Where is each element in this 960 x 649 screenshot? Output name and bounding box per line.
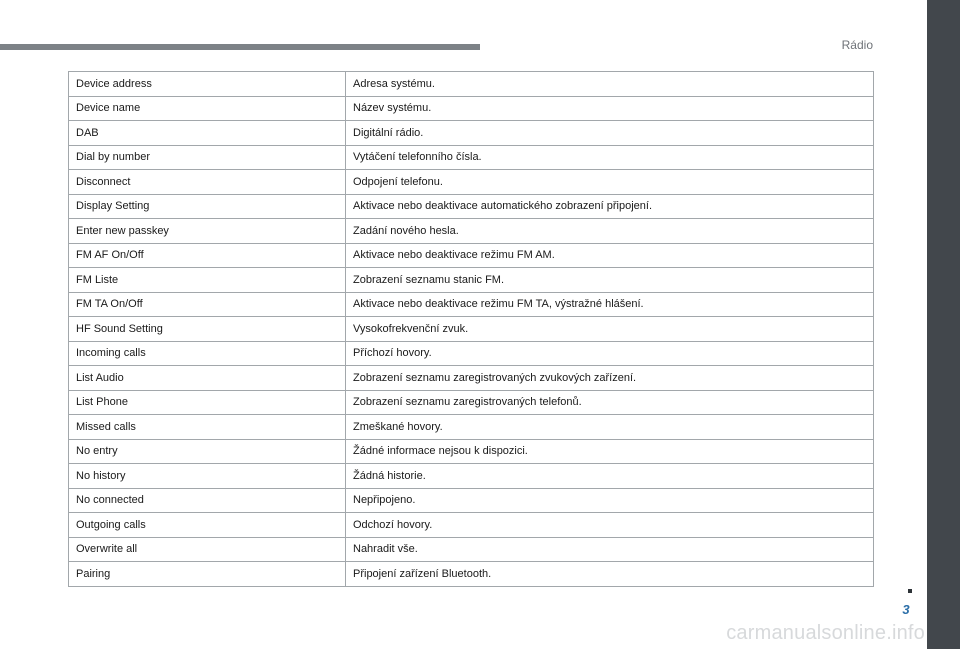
translation-cell: Žádná historie. bbox=[346, 464, 874, 489]
table-row bbox=[69, 366, 874, 391]
term-cell: Device address bbox=[69, 72, 346, 97]
term-cell: Disconnect bbox=[69, 170, 346, 195]
table-row bbox=[69, 96, 874, 121]
table-row bbox=[69, 243, 874, 268]
table-row bbox=[69, 415, 874, 440]
term-cell: Device name bbox=[69, 96, 346, 121]
table-row bbox=[69, 219, 874, 244]
table-row bbox=[69, 341, 874, 366]
table-row bbox=[69, 562, 874, 587]
term-cell: HF Sound Setting bbox=[69, 317, 346, 342]
table-row bbox=[69, 292, 874, 317]
term-cell: List Audio bbox=[69, 366, 346, 391]
glossary-table-body bbox=[69, 72, 874, 587]
translation-cell: Aktivace nebo deaktivace režimu FM AM. bbox=[346, 243, 874, 268]
term-cell: Dial by number bbox=[69, 145, 346, 170]
term-cell: No entry bbox=[69, 439, 346, 464]
translation-cell: Připojení zařízení Bluetooth. bbox=[346, 562, 874, 587]
translation-cell: Odchozí hovory. bbox=[346, 513, 874, 538]
table-row bbox=[69, 537, 874, 562]
translation-cell: Aktivace nebo deaktivace režimu FM TA, výstražné hlášení. bbox=[346, 292, 874, 317]
term-cell: Incoming calls bbox=[69, 341, 346, 366]
term-cell: Overwrite all bbox=[69, 537, 346, 562]
table-row bbox=[69, 72, 874, 97]
term-cell: Outgoing calls bbox=[69, 513, 346, 538]
term-cell: FM Liste bbox=[69, 268, 346, 293]
header-rule bbox=[0, 44, 480, 50]
term-cell: FM TA On/Off bbox=[69, 292, 346, 317]
term-cell: List Phone bbox=[69, 390, 346, 415]
term-cell: No history bbox=[69, 464, 346, 489]
term-cell: DAB bbox=[69, 121, 346, 146]
term-cell: Pairing bbox=[69, 562, 346, 587]
table-row bbox=[69, 390, 874, 415]
translation-cell: Aktivace nebo deaktivace automatického zobrazení připojení. bbox=[346, 194, 874, 219]
translation-cell: Zobrazení seznamu zaregistrovaných zvukových zařízení. bbox=[346, 366, 874, 391]
table-row bbox=[69, 488, 874, 513]
translation-cell: Zadání nového hesla. bbox=[346, 219, 874, 244]
term-cell: Missed calls bbox=[69, 415, 346, 440]
term-cell: Display Setting bbox=[69, 194, 346, 219]
section-title: Rádio bbox=[841, 38, 873, 52]
table-row bbox=[69, 121, 874, 146]
translation-cell: Zobrazení seznamu stanic FM. bbox=[346, 268, 874, 293]
term-cell: Enter new passkey bbox=[69, 219, 346, 244]
table-row bbox=[69, 513, 874, 538]
table-row bbox=[69, 268, 874, 293]
translation-cell: Žádné informace nejsou k dispozici. bbox=[346, 439, 874, 464]
table-row bbox=[69, 317, 874, 342]
page-marker bbox=[908, 589, 912, 593]
table-row bbox=[69, 170, 874, 195]
page-number: 3 bbox=[902, 602, 910, 617]
side-tab-bar bbox=[927, 0, 960, 649]
watermark: carmanualsonline.info bbox=[726, 622, 925, 644]
translation-cell: Nepřipojeno. bbox=[346, 488, 874, 513]
translation-cell: Digitální rádio. bbox=[346, 121, 874, 146]
table-row bbox=[69, 145, 874, 170]
translation-cell: Vysokofrekvenční zvuk. bbox=[346, 317, 874, 342]
translation-cell: Příchozí hovory. bbox=[346, 341, 874, 366]
term-cell: No connected bbox=[69, 488, 346, 513]
translation-cell: Odpojení telefonu. bbox=[346, 170, 874, 195]
translation-cell: Zmeškané hovory. bbox=[346, 415, 874, 440]
table-row bbox=[69, 464, 874, 489]
translation-cell: Název systému. bbox=[346, 96, 874, 121]
translation-cell: Zobrazení seznamu zaregistrovaných telefonů. bbox=[346, 390, 874, 415]
table-row bbox=[69, 439, 874, 464]
glossary-table bbox=[68, 71, 874, 587]
translation-cell: Vytáčení telefonního čísla. bbox=[346, 145, 874, 170]
table-row bbox=[69, 194, 874, 219]
translation-cell: Adresa systému. bbox=[346, 72, 874, 97]
term-cell: FM AF On/Off bbox=[69, 243, 346, 268]
translation-cell: Nahradit vše. bbox=[346, 537, 874, 562]
